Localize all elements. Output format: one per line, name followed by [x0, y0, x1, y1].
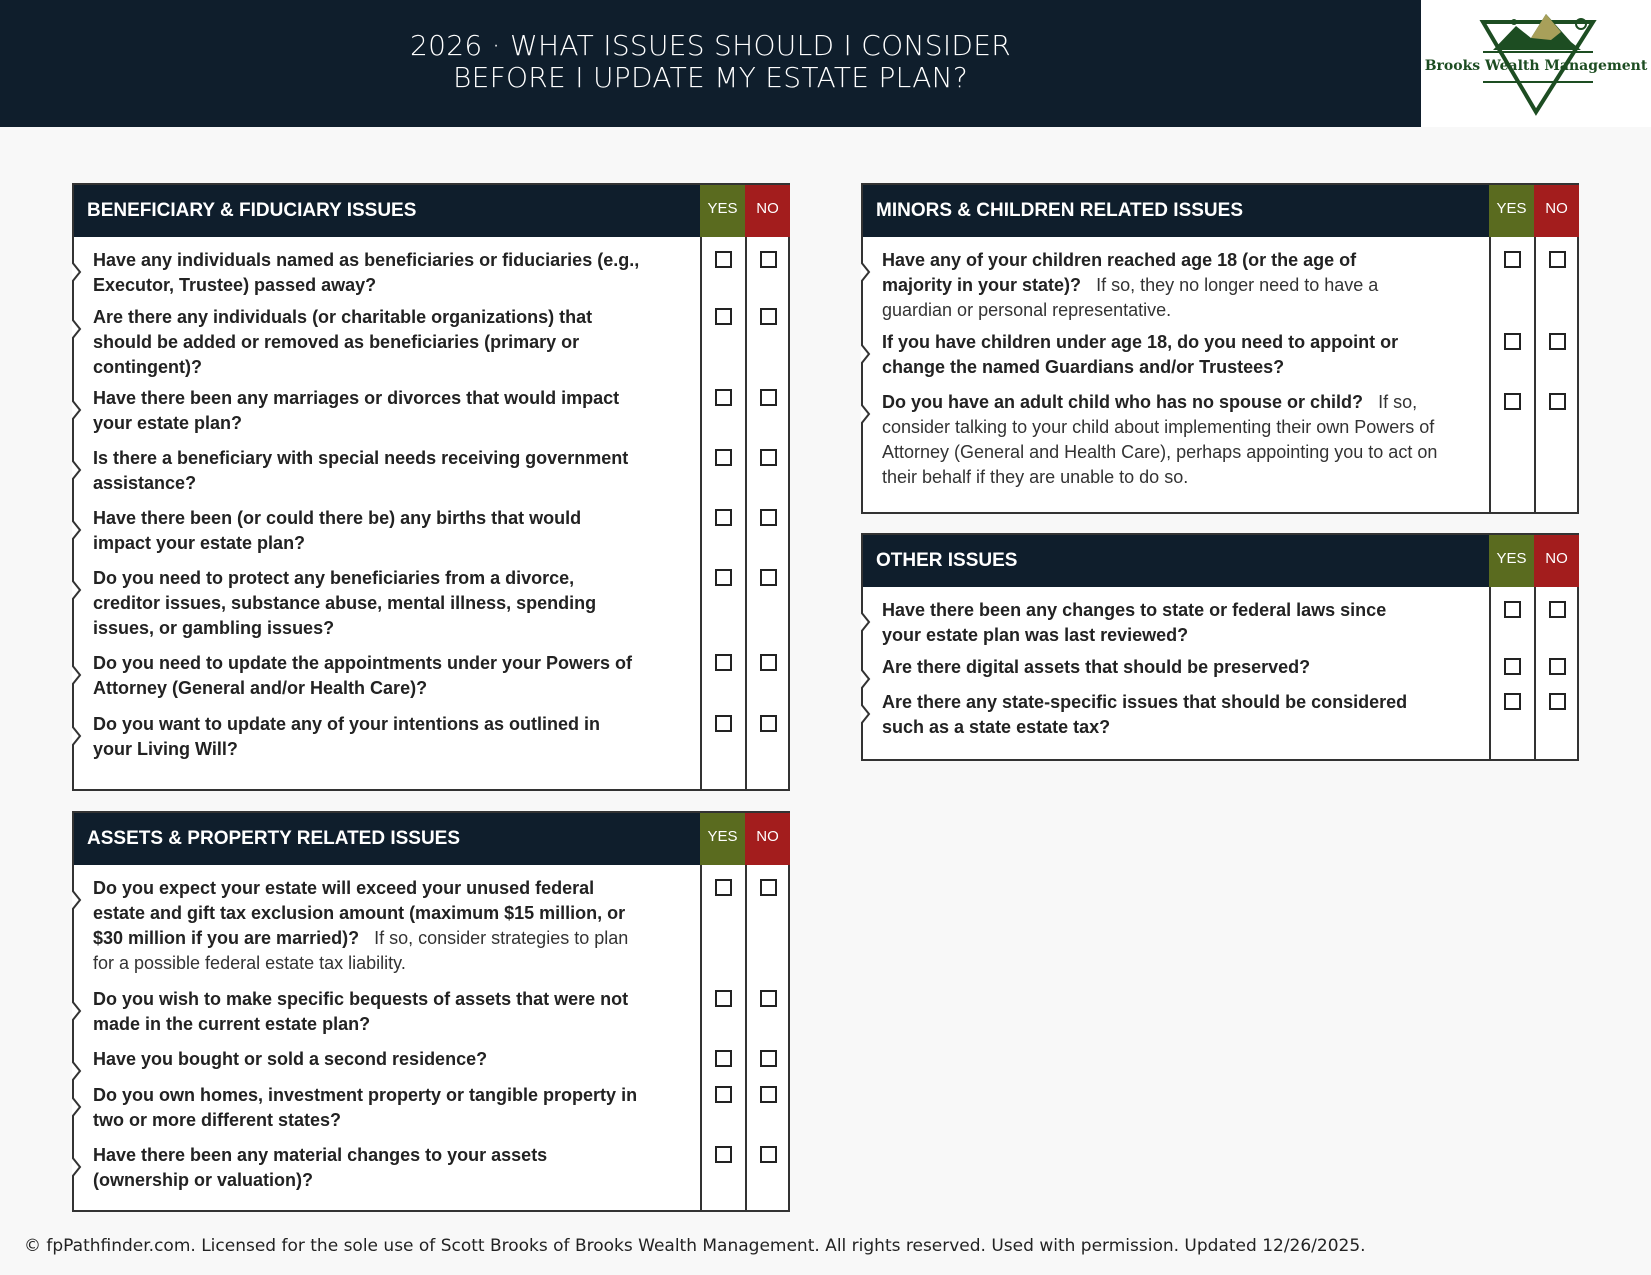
page-title-line-1: 2026 · WHAT ISSUES SHOULD I CONSIDER	[409, 29, 1011, 62]
question-text: Have there been any material changes to your assets (ownership or valuation)?	[93, 1145, 548, 1190]
no-checkbox[interactable]	[1549, 393, 1566, 410]
list-item	[74, 651, 788, 705]
assets-property-panel	[72, 811, 790, 1212]
no-checkbox[interactable]	[760, 879, 777, 896]
list-item	[74, 305, 788, 383]
chevron-right-icon	[72, 1097, 82, 1117]
panel-header	[74, 185, 788, 237]
yes-checkbox[interactable]	[1504, 658, 1521, 675]
no-checkbox[interactable]	[760, 715, 777, 732]
chevron-right-icon	[72, 1061, 82, 1081]
yes-checkbox[interactable]	[715, 389, 732, 406]
question-text: Is there a beneficiary with special needs receiving government assistance?	[93, 448, 629, 493]
chevron-right-icon	[72, 400, 82, 420]
yes-checkbox[interactable]	[715, 1086, 732, 1103]
no-checkbox[interactable]	[760, 654, 777, 671]
question-text: Are there any state-specific issues that should be considered such as a state estate tax?	[882, 692, 1408, 737]
question-text: Have there been (or could there be) any births that would impact your estate plan?	[93, 508, 582, 553]
question-text: Are there any individuals (or charitable organizations) that should be added or removed as beneficiaries (primary or contingent)?	[93, 307, 593, 377]
list-item	[863, 390, 1577, 492]
chevron-right-icon	[72, 460, 82, 480]
chevron-right-icon	[72, 319, 82, 339]
question-text: Do you wish to make specific bequests of assets that were not made in the current estate plan?	[93, 989, 629, 1034]
panel-header	[863, 535, 1577, 587]
list-item	[863, 690, 1577, 744]
question-note: If so, consider talking to your child about implementing their own Powers of Attorney (General and Health Care), perhaps appointing you to act on their behalf if they are unable to do so.	[882, 392, 1438, 487]
brand-logo	[1421, 0, 1651, 127]
yes-checkbox[interactable]	[1504, 251, 1521, 268]
yes-checkbox[interactable]	[715, 449, 732, 466]
question-text: Are there digital assets that should be preserved?	[882, 657, 1311, 677]
no-column-header: NO	[745, 813, 790, 865]
no-checkbox[interactable]	[760, 1086, 777, 1103]
beneficiary-fiduciary-panel	[72, 183, 790, 791]
question-text: Do you expect your estate will exceed your unused federal estate and gift tax exclusion amount (maximum $15 million, or $30 million if you are married)?	[93, 878, 626, 948]
yes-checkbox[interactable]	[1504, 393, 1521, 410]
list-item	[74, 566, 788, 644]
chevron-right-icon	[72, 520, 82, 540]
yes-checkbox[interactable]	[715, 251, 732, 268]
logo-text: Brooks Wealth Management	[1424, 58, 1648, 74]
no-checkbox[interactable]	[760, 1146, 777, 1163]
list-item	[74, 248, 788, 302]
chevron-right-icon	[861, 612, 871, 632]
question-text: Have you bought or sold a second residence?	[93, 1049, 488, 1069]
page-title-line-2: BEFORE I UPDATE MY ESTATE PLAN?	[452, 61, 969, 94]
chevron-right-icon	[72, 726, 82, 746]
no-checkbox[interactable]	[760, 569, 777, 586]
yes-checkbox[interactable]	[1504, 601, 1521, 618]
no-checkbox[interactable]	[760, 990, 777, 1007]
yes-checkbox[interactable]	[715, 569, 732, 586]
no-checkbox[interactable]	[1549, 658, 1566, 675]
question-text: If you have children under age 18, do you need to appoint or change the named Guardians and/or Trustees?	[882, 332, 1399, 377]
no-checkbox[interactable]	[1549, 693, 1566, 710]
question-text: Have any of your children reached age 18 (or the age of majority in your state)?	[882, 250, 1357, 295]
chevron-right-icon	[861, 669, 871, 689]
no-checkbox[interactable]	[760, 389, 777, 406]
question-text: Do you have an adult child who has no spouse or child?	[882, 392, 1364, 412]
yes-column-header: YES	[1489, 535, 1534, 587]
list-item	[863, 330, 1577, 384]
yes-checkbox[interactable]	[715, 1146, 732, 1163]
list-item	[863, 655, 1577, 685]
chevron-right-icon	[72, 262, 82, 282]
no-checkbox[interactable]	[760, 308, 777, 325]
yes-checkbox[interactable]	[715, 654, 732, 671]
chevron-right-icon	[861, 404, 871, 424]
list-item	[74, 1047, 788, 1077]
yes-checkbox[interactable]	[1504, 693, 1521, 710]
no-checkbox[interactable]	[1549, 601, 1566, 618]
list-item	[74, 712, 788, 766]
yes-checkbox[interactable]	[1504, 333, 1521, 350]
list-item	[863, 248, 1577, 326]
page-header	[0, 0, 1421, 127]
chevron-right-icon	[861, 704, 871, 724]
question-text: Have there been any marriages or divorces that would impact your estate plan?	[93, 388, 620, 433]
no-checkbox[interactable]	[1549, 251, 1566, 268]
yes-checkbox[interactable]	[715, 990, 732, 1007]
question-text: Have any individuals named as beneficiaries or fiduciaries (e.g., Executor, Trustee) passed away?	[93, 250, 640, 295]
panel-title: MINORS & CHILDREN RELATED ISSUES	[876, 200, 1244, 221]
question-text: Do you own homes, investment property or tangible property in two or more different states?	[93, 1085, 638, 1130]
yes-checkbox[interactable]	[715, 509, 732, 526]
chevron-right-icon	[72, 890, 82, 910]
no-checkbox[interactable]	[760, 1050, 777, 1067]
list-item	[74, 506, 788, 560]
chevron-right-icon	[72, 1001, 82, 1021]
no-column-header: NO	[1534, 185, 1579, 237]
chevron-right-icon	[72, 665, 82, 685]
copyright-footer: © fpPathfinder.com. Licensed for the sole use of Scott Brooks of Brooks Wealth Management. All rights reserved. Used with permission. Updated 12/26/2025.	[24, 1236, 1366, 1256]
no-checkbox[interactable]	[760, 251, 777, 268]
question-text: Have there been any changes to state or federal laws since your estate plan was last reviewed?	[882, 600, 1387, 645]
question-text: Do you need to protect any beneficiaries from a divorce, creditor issues, substance abuse, mental illness, spending issues, or gambling issues?	[93, 568, 597, 638]
yes-checkbox[interactable]	[715, 1050, 732, 1067]
chevron-right-icon	[72, 1157, 82, 1177]
yes-checkbox[interactable]	[715, 715, 732, 732]
list-item	[74, 987, 788, 1041]
panel-title: ASSETS & PROPERTY RELATED ISSUES	[87, 828, 461, 849]
panel-title: OTHER ISSUES	[876, 550, 1018, 571]
panel-header	[863, 185, 1577, 237]
yes-column-header: YES	[700, 813, 745, 865]
no-column-header: NO	[1534, 535, 1579, 587]
no-checkbox[interactable]	[1549, 333, 1566, 350]
no-checkbox[interactable]	[760, 449, 777, 466]
yes-column-header: YES	[1489, 185, 1534, 237]
other-issues-panel	[861, 533, 1579, 761]
question-note: If so, they no longer need to have a guardian or personal representative.	[882, 275, 1379, 320]
list-item	[74, 1083, 788, 1137]
minors-children-panel	[861, 183, 1579, 514]
yes-checkbox[interactable]	[715, 879, 732, 896]
no-checkbox[interactable]	[760, 509, 777, 526]
question-text: Do you want to update any of your intentions as outlined in your Living Will?	[93, 714, 601, 759]
yes-checkbox[interactable]	[715, 308, 732, 325]
list-item	[74, 446, 788, 500]
list-item	[74, 386, 788, 440]
yes-column-header: YES	[700, 185, 745, 237]
no-column-header: NO	[745, 185, 790, 237]
list-item	[74, 876, 788, 978]
panel-title: BENEFICIARY & FIDUCIARY ISSUES	[87, 200, 417, 221]
list-item	[863, 598, 1577, 652]
chevron-right-icon	[861, 344, 871, 364]
list-item	[74, 1143, 788, 1197]
chevron-right-icon	[72, 580, 82, 600]
question-note: If so, consider strategies to plan for a possible federal estate tax liability.	[93, 928, 629, 973]
chevron-right-icon	[861, 262, 871, 282]
question-text: Do you need to update the appointments under your Powers of Attorney (General and/or Health Care)?	[93, 653, 633, 698]
panel-header	[74, 813, 788, 865]
